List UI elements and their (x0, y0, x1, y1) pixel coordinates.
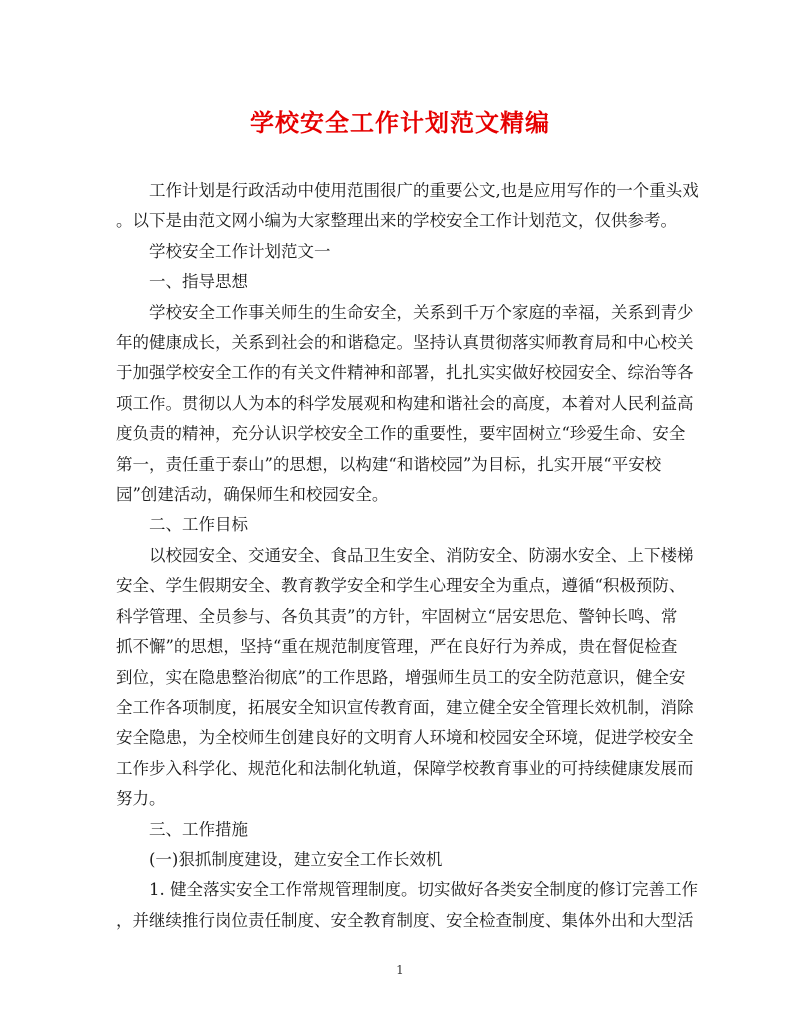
body-line: 以校园安全、交通安全、食品卫生安全、消防安全、防溺水安全、上下楼梯 (149, 545, 694, 565)
body-line: 到位，实在隐患整治彻底”的工作思路，增强师生员工的安全防范意识，健全安 (116, 667, 686, 687)
section-heading: 一、指导思想 (149, 272, 248, 292)
document-title: 学校安全工作计划范文精编 (250, 108, 550, 137)
body-line: 园”创建活动，确保师生和校园安全。 (116, 485, 389, 505)
body-line: ，并继续推行岗位责任制度、安全教育制度、安全检查制度、集体外出和大型活 (116, 910, 694, 930)
section-heading: 二、工作目标 (149, 515, 248, 535)
document-body (116, 176, 699, 936)
body-line: 科学管理、全员参与、各负其责”的方针，牢固树立“居安思危、警钟长鸣、常 (116, 606, 678, 626)
page-number: 1 (396, 963, 404, 977)
body-line: 项工作。贯彻以人为本的科学发展观和构建和谐社会的高度，本着对人民利益高 (116, 393, 694, 413)
body-line: 工作步入科学化、规范化和法制化轨道，保障学校教育事业的可持续健康发展而 (116, 758, 694, 778)
section-heading: 三、工作措施 (149, 819, 248, 839)
body-line: 安全、学生假期安全、教育教学安全和学生心理安全为重点，遵循“积极预防、 (116, 576, 686, 596)
body-line: 安全隐患，为全校师生创建良好的文明育人环境和校园安全环境，促进学校安全 (116, 728, 694, 748)
body-line: 年的健康成长，关系到社会的和谐稳定。坚持认真贯彻落实师教育局和中心校关 (116, 333, 694, 353)
body-line: 努力。 (116, 789, 166, 809)
body-line: 抓不懈”的思想，坚持“重在规范制度管理，严在良好行为养成，贵在督促检查 (116, 637, 678, 657)
body-line: 第一，责任重于泰山”的思想，以构建“和谐校园”为目标，扎实开展“平安校 (116, 454, 662, 474)
body-line: 工作计划是行政活动中使用范围很广的重要公文,也是应用写作的一个重头戏 (149, 181, 699, 200)
body-line: 于加强学校安全工作的有关文件精神和部署，扎扎实实做好校园安全、综治等各 (116, 363, 694, 383)
body-line: 度负责的精神，充分认识学校安全工作的重要性，要牢固树立“珍爱生命、安全 (116, 424, 686, 444)
body-line: 1. 健全落实安全工作常规管理制度。切实做好各类安全制度的修订完善工作 (149, 880, 698, 900)
subsection-heading: (一)狠抓制度建设，建立安全工作长效机 (149, 849, 443, 869)
body-line: 学校安全工作事关师生的生命安全，关系到千万个家庭的幸福，关系到青少 (149, 302, 694, 322)
section-heading: 学校安全工作计划范文一 (149, 241, 331, 261)
body-line: 。以下是由范文网小编为大家整理出来的学校安全工作计划范文，仅供参考。 (116, 211, 677, 231)
body-line: 全工作各项制度，拓展安全知识宣传教育面，建立健全安全管理长效机制，消除 (116, 697, 694, 717)
